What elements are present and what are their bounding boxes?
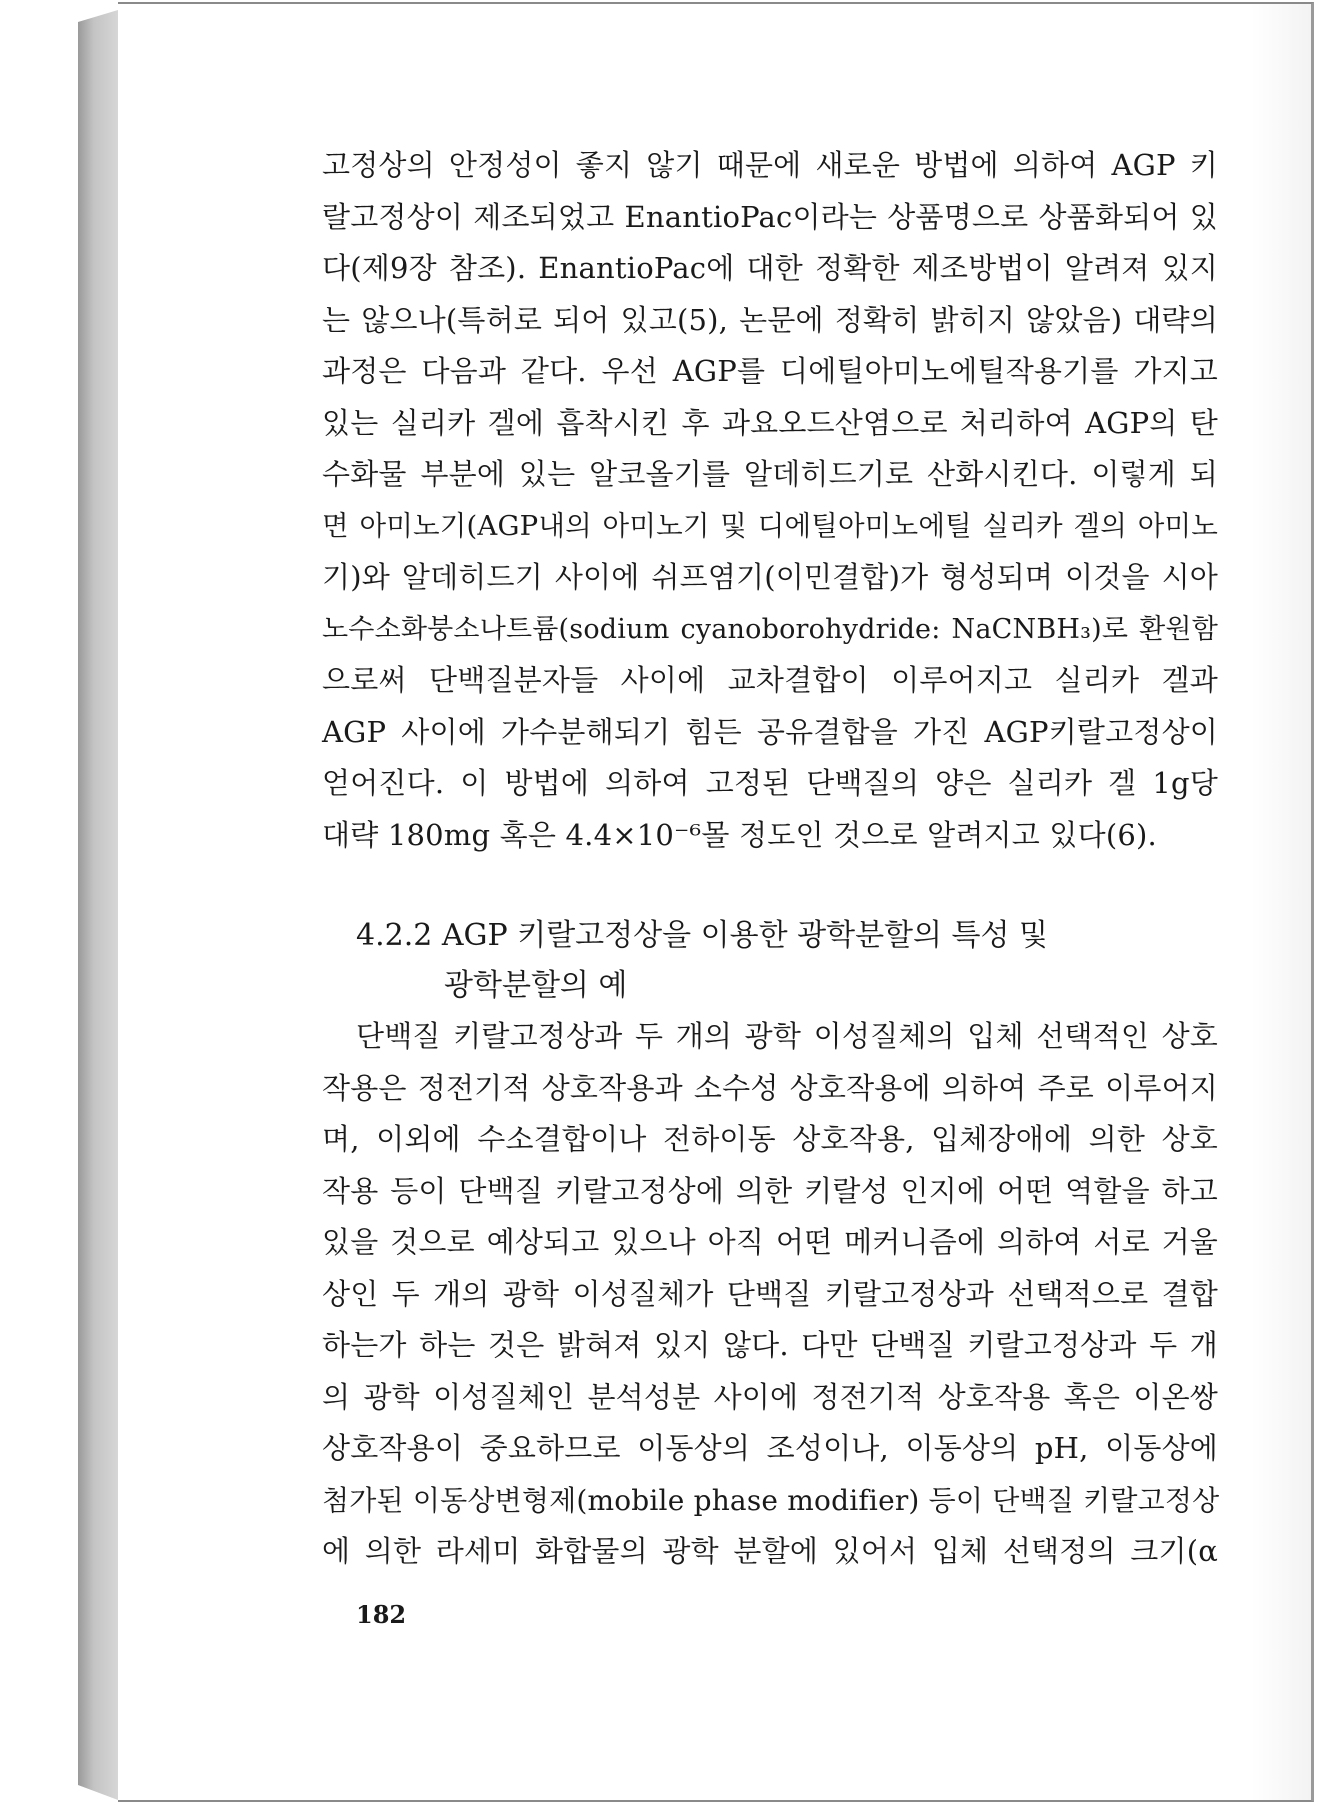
text-line: 작용은 정전기적 상호작용과 소수성 상호작용에 의하여 주로 이루어지 — [322, 1070, 1218, 1105]
page-shadow — [1251, 4, 1311, 1800]
paragraph-chiral-recognition — [322, 1011, 1218, 1578]
text-line: 는 않으나(특허로 되어 있고(5), 논문에 정확히 밝히지 않았음) 대략의 — [322, 302, 1218, 337]
text-line: 단백질 키랄고정상과 두 개의 광학 이성질체의 입체 선택적인 상호 — [356, 1019, 1218, 1053]
paragraph-agp-preparation — [322, 140, 1218, 861]
text-line: 고정상의 안정성이 좋지 않기 때문에 새로운 방법에 의하여 AGP 키 — [322, 148, 1218, 182]
text-line: 기)와 알데히드기 사이에 쉬프염기(이민결합)가 형성되며 이것을 시아 — [322, 560, 1218, 594]
page-body — [322, 140, 1218, 1578]
text-line: 상호작용이 중요하므로 이동상의 조성이나, 이동상의 pH, 이동상에 — [322, 1431, 1218, 1465]
text-line: 며, 이외에 수소결합이나 전하이동 상호작용, 입체장애에 의한 상호 — [322, 1122, 1218, 1156]
text-line: 상인 두 개의 광학 이성질체가 단백질 키랄고정상과 선택적으로 결합 — [322, 1276, 1218, 1311]
section-heading: 4.2.2 AGP 키랄고정상을 이용한 광학분할의 특성 및 — [356, 918, 1049, 953]
text-line: 과정은 다음과 같다. 우선 AGP를 디에틸아미노에틸작용기를 가지고 — [322, 354, 1218, 388]
text-line: 하는가 하는 것은 밝혀져 있지 않다. 다만 단백질 키랄고정상과 두 개 — [322, 1328, 1218, 1362]
book-spine-edge — [78, 10, 118, 1800]
text-line: 수화물 부분에 있는 알코올기를 알데히드기로 산화시킨다. 이렇게 되 — [322, 457, 1218, 491]
text-line: 대략 180mg 혹은 4.4×10⁻⁶몰 정도인 것으로 알려지고 있다(6). — [322, 817, 1157, 852]
text-line: 면 아미노기(AGP내의 아미노기 및 디에틸아미노에틸 실리카 겔의 아미노 — [322, 509, 1218, 542]
text-line: 으로써 단백질분자들 사이에 교차결합이 이루어지고 실리카 겔과 — [322, 663, 1218, 697]
page-number: 182 — [356, 1600, 407, 1629]
section-heading-continued: 광학분할의 예 — [444, 968, 628, 1003]
text-line: 있는 실리카 겔에 흡착시킨 후 과요오드산염으로 처리하여 AGP의 탄 — [322, 405, 1218, 440]
text-line: 있을 것으로 예상되고 있으나 아직 어떤 메커니즘에 의하여 서로 거울 — [322, 1225, 1218, 1259]
text-line: 의 광학 이성질체인 분석성분 사이에 정전기적 상호작용 혹은 이온쌍 — [322, 1379, 1218, 1414]
text-line: 작용 등이 단백질 키랄고정상에 의한 키랄성 인지에 어떤 역할을 하고 — [322, 1173, 1218, 1208]
text-line: 에 의한 라세미 화합물의 광학 분할에 있어서 입체 선택정의 크기(α — [322, 1534, 1218, 1568]
text-line: 첨가된 이동상변형제(mobile phase modifier) 등이 단백질 키랄고정상 — [322, 1483, 1220, 1517]
text-line: 다(제9장 참조). EnantioPac에 대한 정확한 제조방법이 알려져 있지 — [322, 251, 1218, 285]
text-line: 랄고정상이 제조되었고 EnantioPac이라는 상품명으로 상품화되어 있 — [322, 199, 1218, 234]
text-line: 노수소화붕소나트륨(sodium cyanoborohydride: NaCNBH₃)로 환원함 — [322, 613, 1218, 645]
text-line: AGP 사이에 가수분해되기 힘든 공유결합을 가진 AGP키랄고정상이 — [322, 714, 1218, 749]
text-line: 얻어진다. 이 방법에 의하여 고정된 단백질의 양은 실리카 겔 1g당 — [322, 766, 1218, 800]
